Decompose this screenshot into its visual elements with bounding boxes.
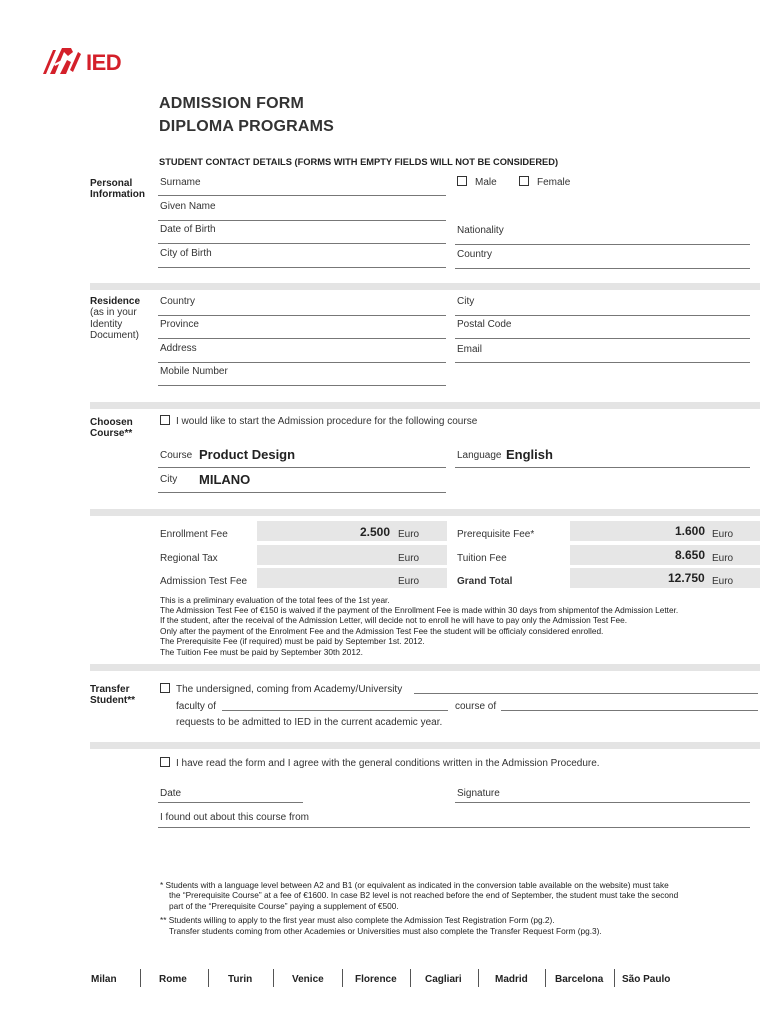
birth-country-label: Country (457, 249, 493, 260)
course-value[interactable]: Product Design (199, 447, 296, 462)
surname-field[interactable] (158, 195, 446, 196)
email-label: Email (457, 344, 483, 355)
city-florence: Florence (355, 974, 397, 985)
section-divider (90, 402, 760, 409)
footnote-2: the “Prerequisite Course” at a fee of €1600. In case B2 level is not reached before the end of September, the student must take the second (169, 890, 679, 900)
fee-note-1: This is a preliminary evaluation of the total fees of the 1st year. (160, 595, 390, 605)
city-barcelona: Barcelona (555, 974, 604, 985)
course-side-label-1: Choosen (90, 417, 133, 428)
tuition-fee-value: 8.650 (675, 548, 706, 562)
regional-tax-currency: Euro (398, 553, 420, 564)
faculty-field[interactable] (222, 710, 448, 711)
city-separator (478, 969, 479, 987)
form-title-line2: DIPLOMA PROGRAMS (159, 118, 335, 135)
prerequisite-fee-value: 1.600 (675, 524, 706, 538)
given-name-label: Given Name (160, 201, 216, 212)
city-separator (140, 969, 141, 987)
ied-logo (40, 46, 140, 78)
date-field[interactable] (158, 802, 303, 803)
course-of-field[interactable] (501, 710, 758, 711)
prerequisite-fee-label: Prerequisite Fee* (457, 529, 535, 540)
language-field (455, 467, 750, 468)
address-label: Address (160, 343, 197, 354)
academy-field[interactable] (414, 693, 758, 694)
grand-total-label: Grand Total (457, 576, 513, 587)
birth-country-field[interactable] (455, 268, 750, 269)
email-field[interactable] (455, 362, 750, 363)
residence-sublabel: (as in your Identity Document) (90, 307, 139, 341)
admission-procedure-checkbox[interactable] (160, 415, 170, 425)
female-checkbox[interactable] (519, 176, 529, 186)
tuition-fee-label: Tuition Fee (457, 553, 507, 564)
personal-info-label-1: Personal (90, 178, 133, 189)
transfer-line-3: requests to be admitted to IED in the current academic year. (176, 717, 443, 728)
footnote-3: part of the “Prerequisite Course” paying a supplement of €500. (169, 901, 399, 911)
female-label: Female (537, 177, 571, 188)
course-city-value[interactable]: MILANO (199, 472, 251, 487)
province-label: Province (160, 319, 199, 330)
date-of-birth-label: Date of Birth (160, 224, 216, 235)
found-out-field[interactable] (158, 827, 750, 828)
transfer-checkbox[interactable] (160, 683, 170, 693)
city-sao-paulo: São Paulo (622, 974, 671, 985)
transfer-side-label-1: Transfer (90, 684, 130, 695)
city-venice: Venice (292, 974, 324, 985)
tuition-fee-currency: Euro (712, 553, 734, 564)
admission-test-fee-label: Admission Test Fee (160, 576, 248, 587)
city-separator (208, 969, 209, 987)
city-of-birth-field[interactable] (158, 267, 446, 268)
postal-code-field[interactable] (455, 338, 750, 339)
city-of-birth-label: City of Birth (160, 248, 212, 259)
section-divider (90, 742, 760, 749)
address-field[interactable] (158, 362, 446, 363)
faculty-label: faculty of (176, 701, 217, 712)
section-divider (90, 509, 760, 516)
section-divider (90, 664, 760, 671)
admission-procedure-text: I would like to start the Admission procedure for the following course (176, 416, 478, 427)
residence-country-field[interactable] (158, 315, 446, 316)
nationality-label: Nationality (457, 225, 504, 236)
date-label: Date (160, 788, 182, 799)
given-name-field[interactable] (158, 220, 446, 221)
language-label: Language (457, 450, 502, 461)
personal-info-label-2: Information (90, 189, 145, 200)
enrollment-fee-label: Enrollment Fee (160, 529, 228, 540)
province-field[interactable] (158, 338, 446, 339)
city-separator (545, 969, 546, 987)
course-of-label: course of (455, 701, 497, 712)
fee-note-2: The Admission Test Fee of €150 is waived if the payment of the Enrollment Fee is made within 30 days from shipmentof the Admission Letter. (160, 605, 679, 615)
contact-section-header: STUDENT CONTACT DETAILS (FORMS WITH EMPTY FIELDS WILL NOT BE CONSIDERED) (159, 157, 559, 167)
residence-city-field[interactable] (455, 315, 750, 316)
grand-total-value: 12.750 (668, 571, 705, 585)
regional-tax-label: Regional Tax (160, 553, 218, 564)
city-separator (273, 969, 274, 987)
city-cagliari: Cagliari (425, 974, 462, 985)
course-city-field (158, 492, 446, 493)
footnote-4: ** Students willing to apply to the first year must also complete the Admission Test Registration Form (pg.2). (160, 915, 555, 925)
surname-label: Surname (160, 177, 201, 188)
postal-code-label: Postal Code (457, 319, 512, 330)
course-field (158, 467, 446, 468)
course-side-label-2: Course** (90, 428, 133, 439)
city-milan: Milan (91, 974, 117, 985)
residence-label: Residence (90, 296, 141, 307)
nationality-field[interactable] (455, 244, 750, 245)
mobile-field[interactable] (158, 385, 446, 386)
footnote-5: Transfer students coming from other Academies or Universities must also complete the Transfer Request Form (pg.3). (169, 926, 602, 936)
found-out-label: I found out about this course from (160, 812, 309, 823)
male-label: Male (475, 177, 497, 188)
admission-test-fee-currency: Euro (398, 576, 420, 587)
city-turin: Turin (228, 974, 253, 985)
language-value[interactable]: English (506, 447, 553, 462)
agreement-checkbox[interactable] (160, 757, 170, 767)
agreement-text: I have read the form and I agree with the general conditions written in the Admission Procedure. (176, 758, 600, 769)
enrollment-fee-currency: Euro (398, 529, 420, 540)
transfer-line-1: The undersigned, coming from Academy/University (176, 684, 403, 695)
course-city-label: City (160, 474, 178, 485)
course-label: Course (160, 450, 193, 461)
city-separator (410, 969, 411, 987)
transfer-side-label-2: Student** (90, 695, 135, 706)
city-separator (342, 969, 343, 987)
footnote-1: * Students with a language level between A2 and B1 (or equivalent as indicated in the conversion table available on the website) must take (160, 880, 669, 890)
city-separator (614, 969, 615, 987)
city-rome: Rome (159, 974, 187, 985)
city-madrid: Madrid (495, 974, 528, 985)
form-title-line1: ADMISSION FORM (159, 95, 305, 112)
brand-name: IED (86, 50, 122, 75)
fee-note-6: The Tuition Fee must be paid by September 30th 2012. (160, 647, 363, 657)
residence-city-label: City (457, 296, 475, 307)
prerequisite-fee-currency: Euro (712, 529, 734, 540)
signature-label: Signature (457, 788, 500, 799)
enrollment-fee-value: 2.500 (360, 525, 391, 539)
fee-note-4: Only after the payment of the Enrolment Fee and the Admission Test Fee the student will be officialy considered enrolled. (160, 626, 604, 636)
residence-country-label: Country (160, 296, 196, 307)
male-checkbox[interactable] (457, 176, 467, 186)
section-divider (90, 283, 760, 290)
grand-total-currency: Euro (712, 576, 734, 587)
date-of-birth-field[interactable] (158, 243, 446, 244)
fee-note-3: If the student, after the receival of the Admission Letter, will decide not to enroll he will have to pay only the Admission Test Fee. (160, 615, 628, 625)
fee-note-5: The Prerequisite Fee (if required) must be paid by September 1st. 2012. (160, 636, 425, 646)
signature-field[interactable] (455, 802, 750, 803)
mobile-label: Mobile Number (160, 366, 228, 377)
